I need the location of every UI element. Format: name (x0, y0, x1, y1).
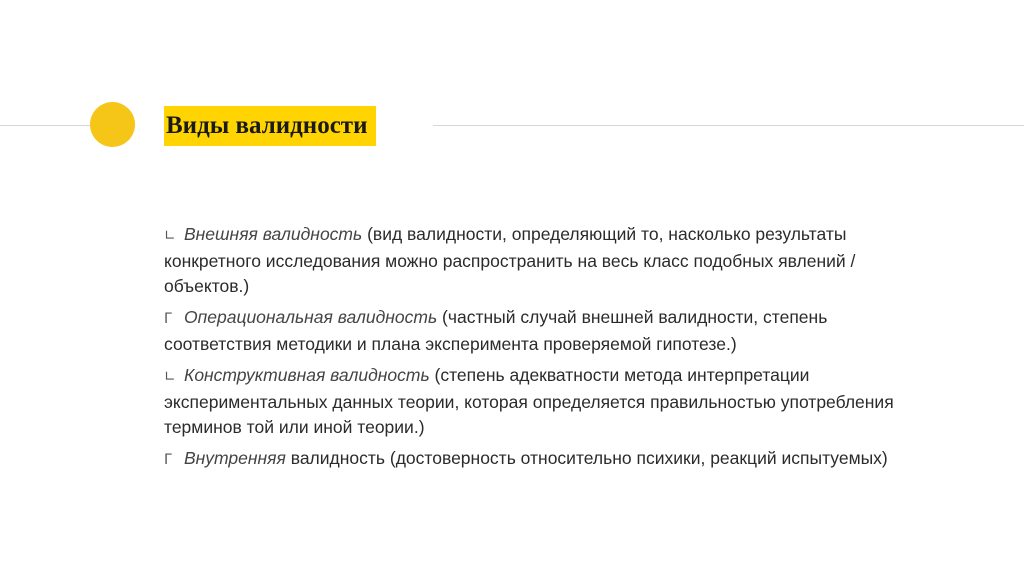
list-item (164, 305, 904, 357)
corner-bullet-icon: ∟ (164, 228, 176, 244)
item-term: Внутренняя (184, 448, 286, 468)
item-text: (степень адекватности метода интерпретации экспериментальных данных теории, которая определяется правильностью употребления терминов той или иной теории.) (164, 365, 894, 437)
title-highlight (164, 106, 376, 146)
item-term: Операциональная валидность (184, 307, 438, 327)
corner-bullet-icon: ∟ (164, 369, 176, 385)
divider-line-left (0, 125, 90, 126)
yellow-circle-icon (90, 102, 135, 147)
corner-bullet-icon: Г (164, 452, 173, 468)
list-item (164, 446, 904, 473)
corner-bullet-icon: Г (164, 311, 173, 327)
item-term: Внешняя валидность (184, 224, 363, 244)
list-item (164, 363, 904, 440)
item-term: Конструктивная валидность (184, 365, 430, 385)
list-item (164, 222, 904, 299)
item-text: (вид валидности, определяющий то, насколько результаты конкретного исследования можно распространить на весь класс подобных явлений / объектов.) (164, 224, 856, 296)
divider-line-right (433, 125, 1024, 126)
item-text: валидность (достоверность относительно психики, реакций испытуемых) (285, 448, 888, 468)
item-text: (частный случай внешней валидности, степень соответствия методики и плана эксперимента проверяемой гипотезе.) (164, 307, 828, 354)
slide-title: Виды валидности (166, 112, 368, 139)
bullet-list (164, 222, 904, 479)
